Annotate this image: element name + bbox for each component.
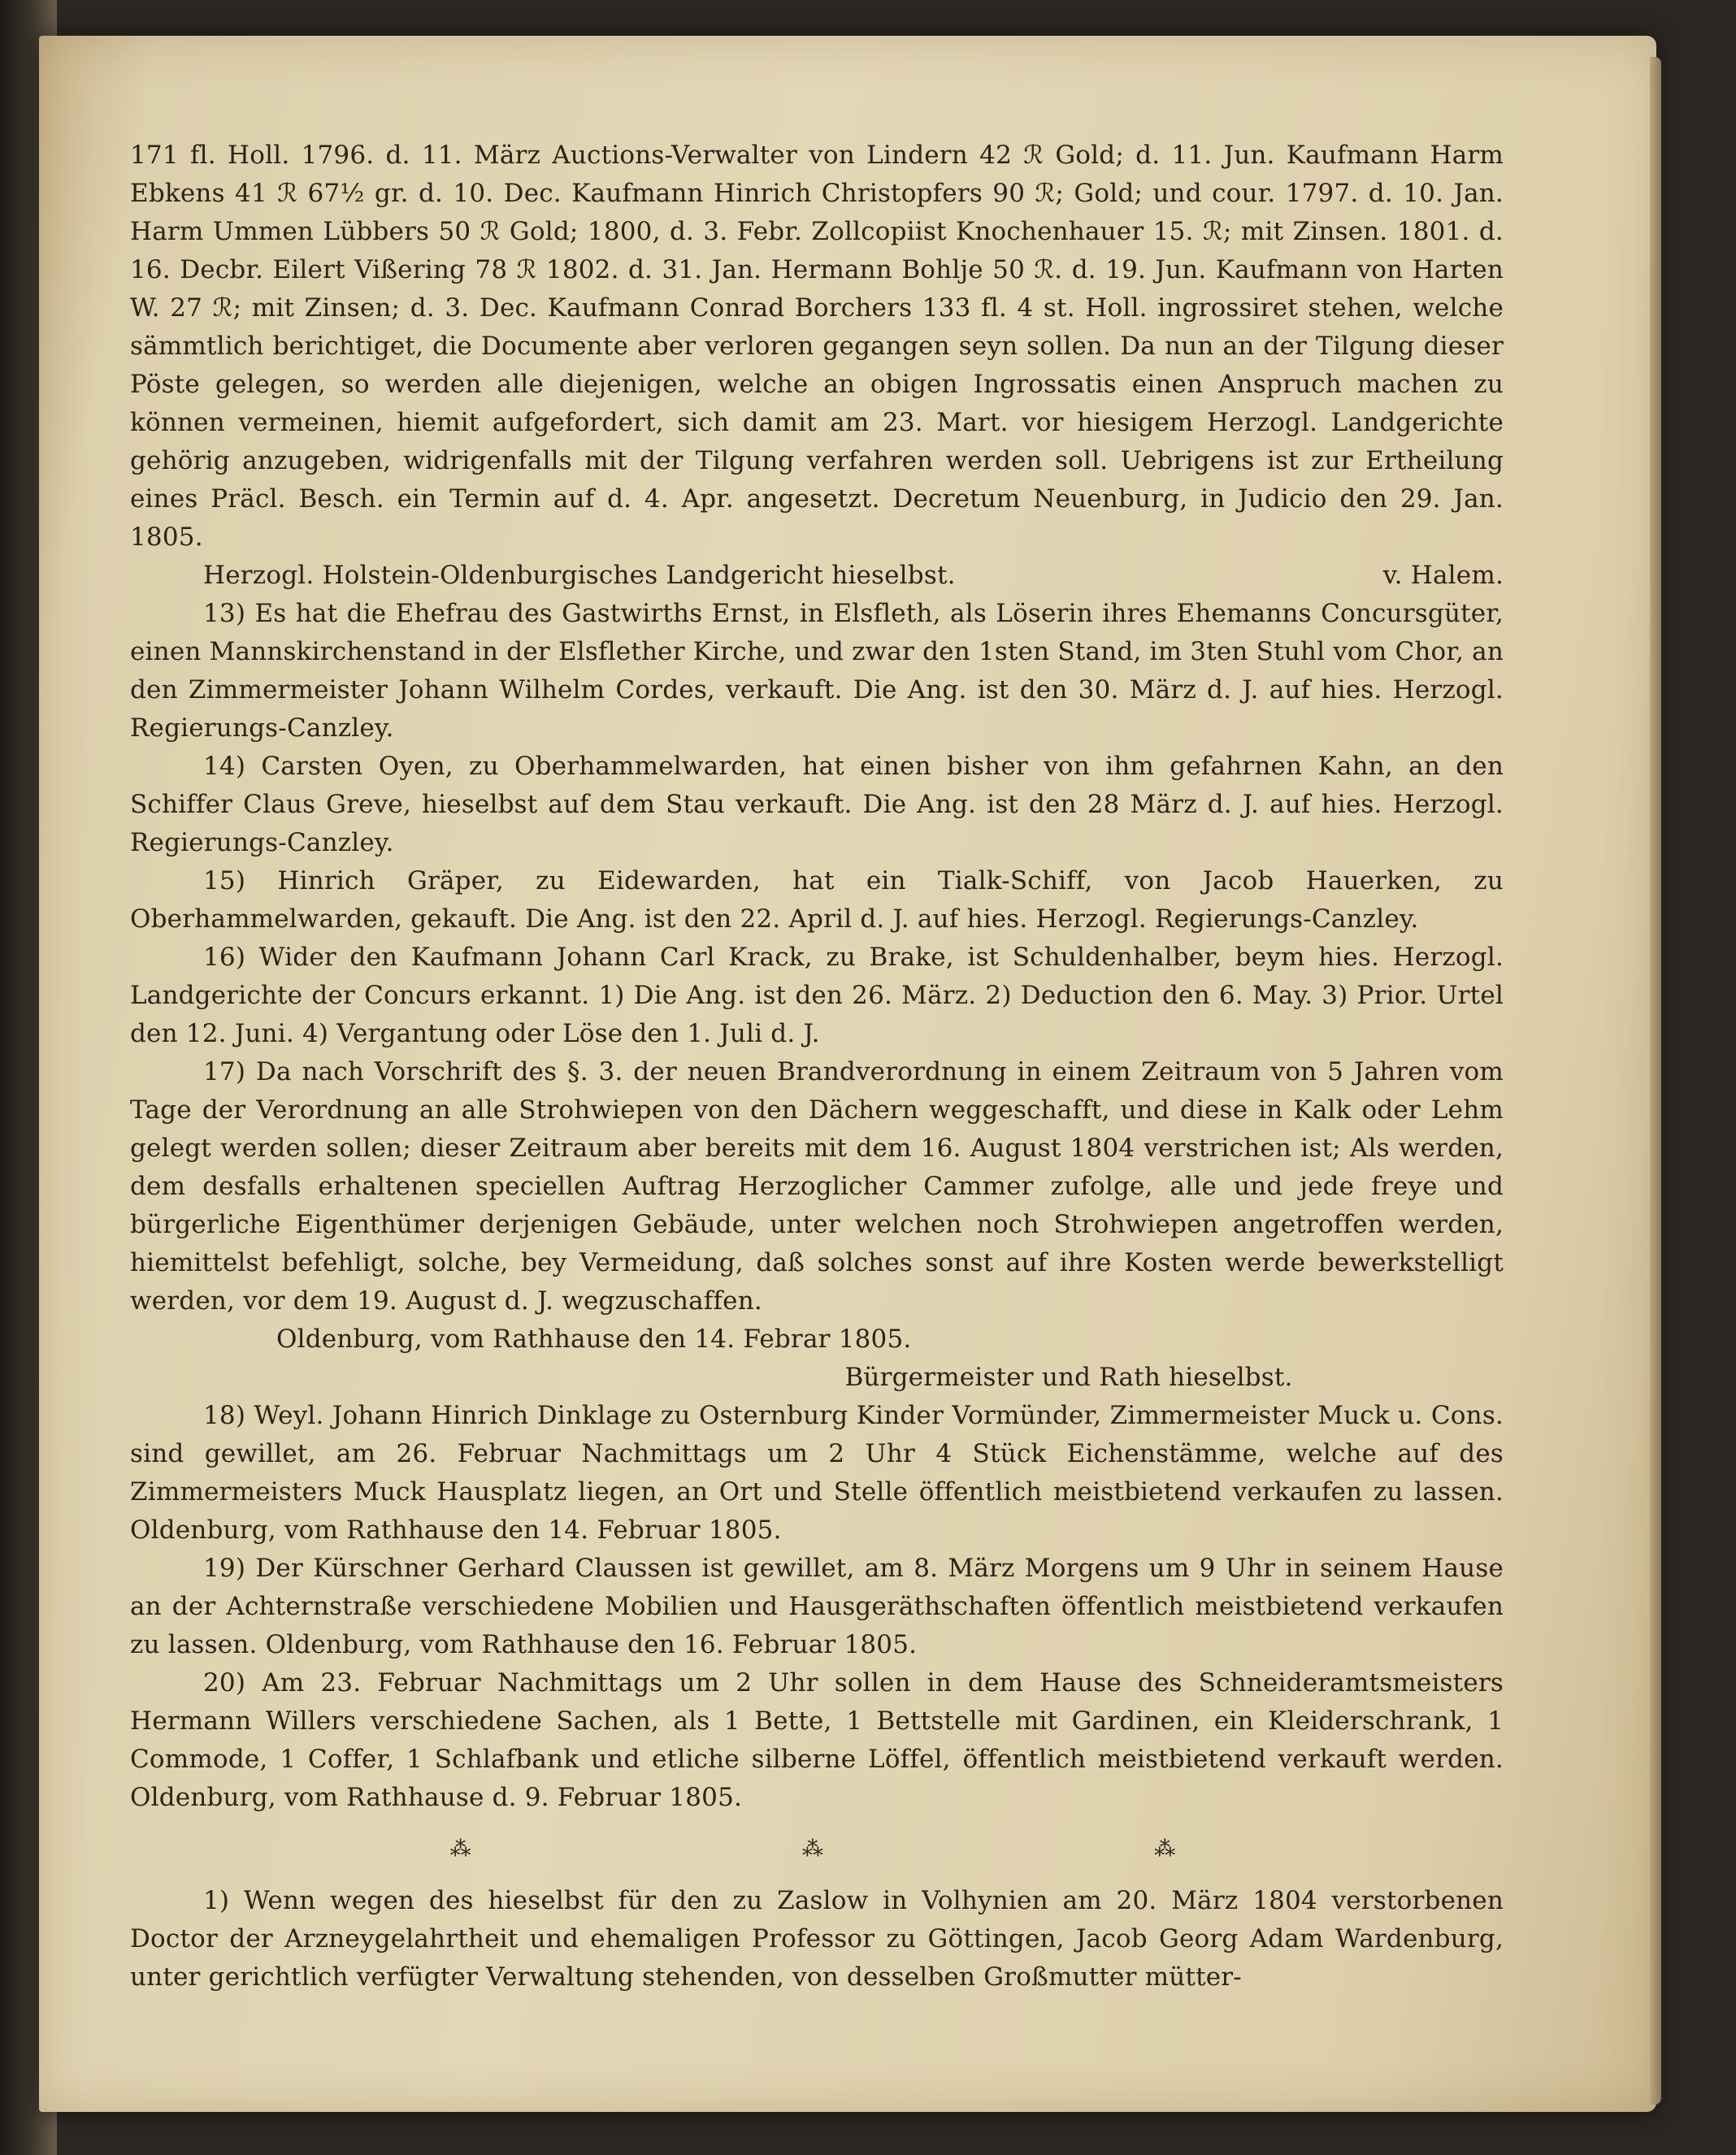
asterism-ornament: ⁂ (1154, 1836, 1176, 1862)
continuation-paragraph: 171 fl. Holl. 1796. d. 11. März Auctions-Verwalter von Lindern 42 ℛ Gold; d. 11. Jun. Kaufmann Harm Ebkens 41 ℛ 67½ gr. d. 10. Dec. Kaufmann Hinrich Christopfers 90 ℛ; Gold; und cour. 1797. d. 10. Jan. Harm Ummen Lübbers 50 ℛ Gold; 1800, d. 3. Febr. Zollcopiist Knochenhauer 15. ℛ; mit Zinsen. 1801. d. 16. Decbr. Eilert Vißering 78 ℛ 1802. d. 31. Jan. Hermann Bohlje 50 ℛ. d. 19. Jun. Kaufmann von Harten W. 27 ℛ; mit Zinsen; d. 3. Dec. Kaufmann Conrad Borchers 133 fl. 4 st. Holl. ingrossiret stehen, welche sämmtlich berichtiget, die Documente aber verloren gegangen seyn sollen. Da nun an der Tilgung dieser Pöste gelegen, so werden alle diejenigen, welche an obigen Ingrossatis einen Anspruch machen zu können vermeinen, hiemit aufgefordert, sich damit am 23. Mart. vor hiesigem Herzogl. Landgerichte gehörig anzugeben, widrigenfalls mit der Tilgung verfahren werden soll. Uebrigens ist zur Ertheilung eines Präcl. Besch. ein Termin auf d. 4. Apr. angesetzt. Decretum Neuenburg, in Judicio den 29. Jan. 1805. (130, 141, 1504, 552)
notice-15: 15) Hinrich Gräper, zu Eidewarden, hat ein Tialk-Schiff, von Jacob Hauerken, zu Oberhammelwarden, gekauft. Die Ang. ist den 22. April d. J. auf hies. Herzogl. Regierungs-Canzley. (130, 866, 1504, 934)
notice-16: 16) Wider den Kaufmann Johann Carl Krack, zu Brake, ist Schuldenhalber, beym hies. Herzogl. Landgerichte der Concurs erkannt. 1) Die Ang. ist den 26. März. 2) Deduction den 6. May. 3) Prior. Urtel den 12. Juni. 4) Vergantung oder Löse den 1. Juli d. J. (130, 943, 1504, 1048)
notice-1-new-section: 1) Wenn wegen des hieselbst für den zu Zaslow in Volhynien am 20. März 1804 verstorbenen Doctor der Arzneygelahrtheit und ehemaligen Professor zu Göttingen, Jacob Georg Adam Wardenburg, unter gerichtlich verfügter Verwaltung stehenden, von desselben Großmutter mütter- (130, 1886, 1504, 1992)
section-separator (284, 1817, 1341, 1882)
page-edge (1650, 57, 1661, 2105)
notice-18: 18) Weyl. Johann Hinrich Dinklage zu Osternburg Kinder Vormünder, Zimmermeister Muck u. Cons. sind gewillet, am 26. Februar Nachmittags um 2 Uhr 4 Stück Eichenstämme, welche auf des Zimmermeisters Muck Hausplatz liegen, an Ort und Stelle öffentlich meistbietend verkaufen zu lassen. Oldenburg, vom Rathhause den 14. Februar 1805. (130, 1401, 1504, 1545)
page-text (130, 137, 1504, 1997)
asterism-ornament: ⁂ (801, 1836, 824, 1862)
notice-19: 19) Der Kürschner Gerhard Claussen ist gewillet, am 8. März Morgens um 9 Uhr in seinem Hause an der Achternstraße verschiedene Mobilien und Hausgeräthschaften öffentlich meistbietend verkaufen zu lassen. Oldenburg, vom Rathhause den 16. Februar 1805. (130, 1554, 1504, 1659)
notice-17-signature: Bürgermeister und Rath hieselbst. (844, 1363, 1293, 1392)
notice-17: 17) Da nach Vorschrift des §. 3. der neuen Brandverordnung in einem Zeitraum von 5 Jahren vom Tage der Verordnung an alle Strohwiepen von den Dächern weggeschafft, und diese in Kalk oder Lehm gelegt werden sollen; dieser Zeitraum aber bereits mit dem 16. August 1804 verstrichen ist; Als werden, dem desfalls erhaltenen speciellen Auftrag Herzoglicher Cammer zufolge, alle und jede freye und bürgerliche Eigenthümer derjenigen Gebäude, unter welchen noch Strohwiepen angetroffen werden, hiemittelst befehligt, solche, bey Vermeidung, daß solches sonst auf ihre Kosten werde bewerkstelligt werden, vor dem 19. August d. J. wegzuschaffen. (130, 1057, 1504, 1316)
notice-13: 13) Es hat die Ehefrau des Gastwirths Ernst, in Elsfleth, als Löserin ihres Ehemanns Concursgüter, einen Mannskirchenstand in der Elsflether Kirche, und zwar den 1sten Stand, im 3ten Stuhl vom Chor, an den Zimmermeister Johann Wilhelm Cordes, verkauft. Die Ang. ist den 30. März d. J. auf hies. Herzogl. Regierungs-Canzley. (130, 599, 1504, 743)
asterism-ornament: ⁂ (449, 1836, 471, 1862)
notice-20: 20) Am 23. Februar Nachmittags um 2 Uhr sollen in dem Hause des Schneideramtsmeisters Hermann Willers verschiedene Sachen, als 1 Bette, 1 Bettstelle mit Gardinen, ein Kleiderschrank, 1 Commode, 1 Coffer, 1 Schlafbank und etliche silberne Löffel, öffentlich meistbietend verkauft werden. Oldenburg, vom Rathhause d. 9. Februar 1805. (130, 1668, 1504, 1812)
signature-official: v. Halem. (1382, 561, 1504, 590)
notice-17-date: Oldenburg, vom Rathhause den 14. Febrar 1805. (276, 1325, 912, 1354)
notice-14: 14) Carsten Oyen, zu Oberhammelwarden, hat einen bisher von ihm gefahrnen Kahn, an den Schiffer Claus Greve, hieselbst auf dem Stau verkauft. Die Ang. ist den 28 März d. J. auf hies. Herzogl. Regierungs-Canzley. (130, 752, 1504, 857)
signature-court: Herzogl. Holstein-Oldenburgisches Landgericht hieselbst. (203, 561, 956, 590)
signature-line-landgericht (130, 557, 1504, 595)
